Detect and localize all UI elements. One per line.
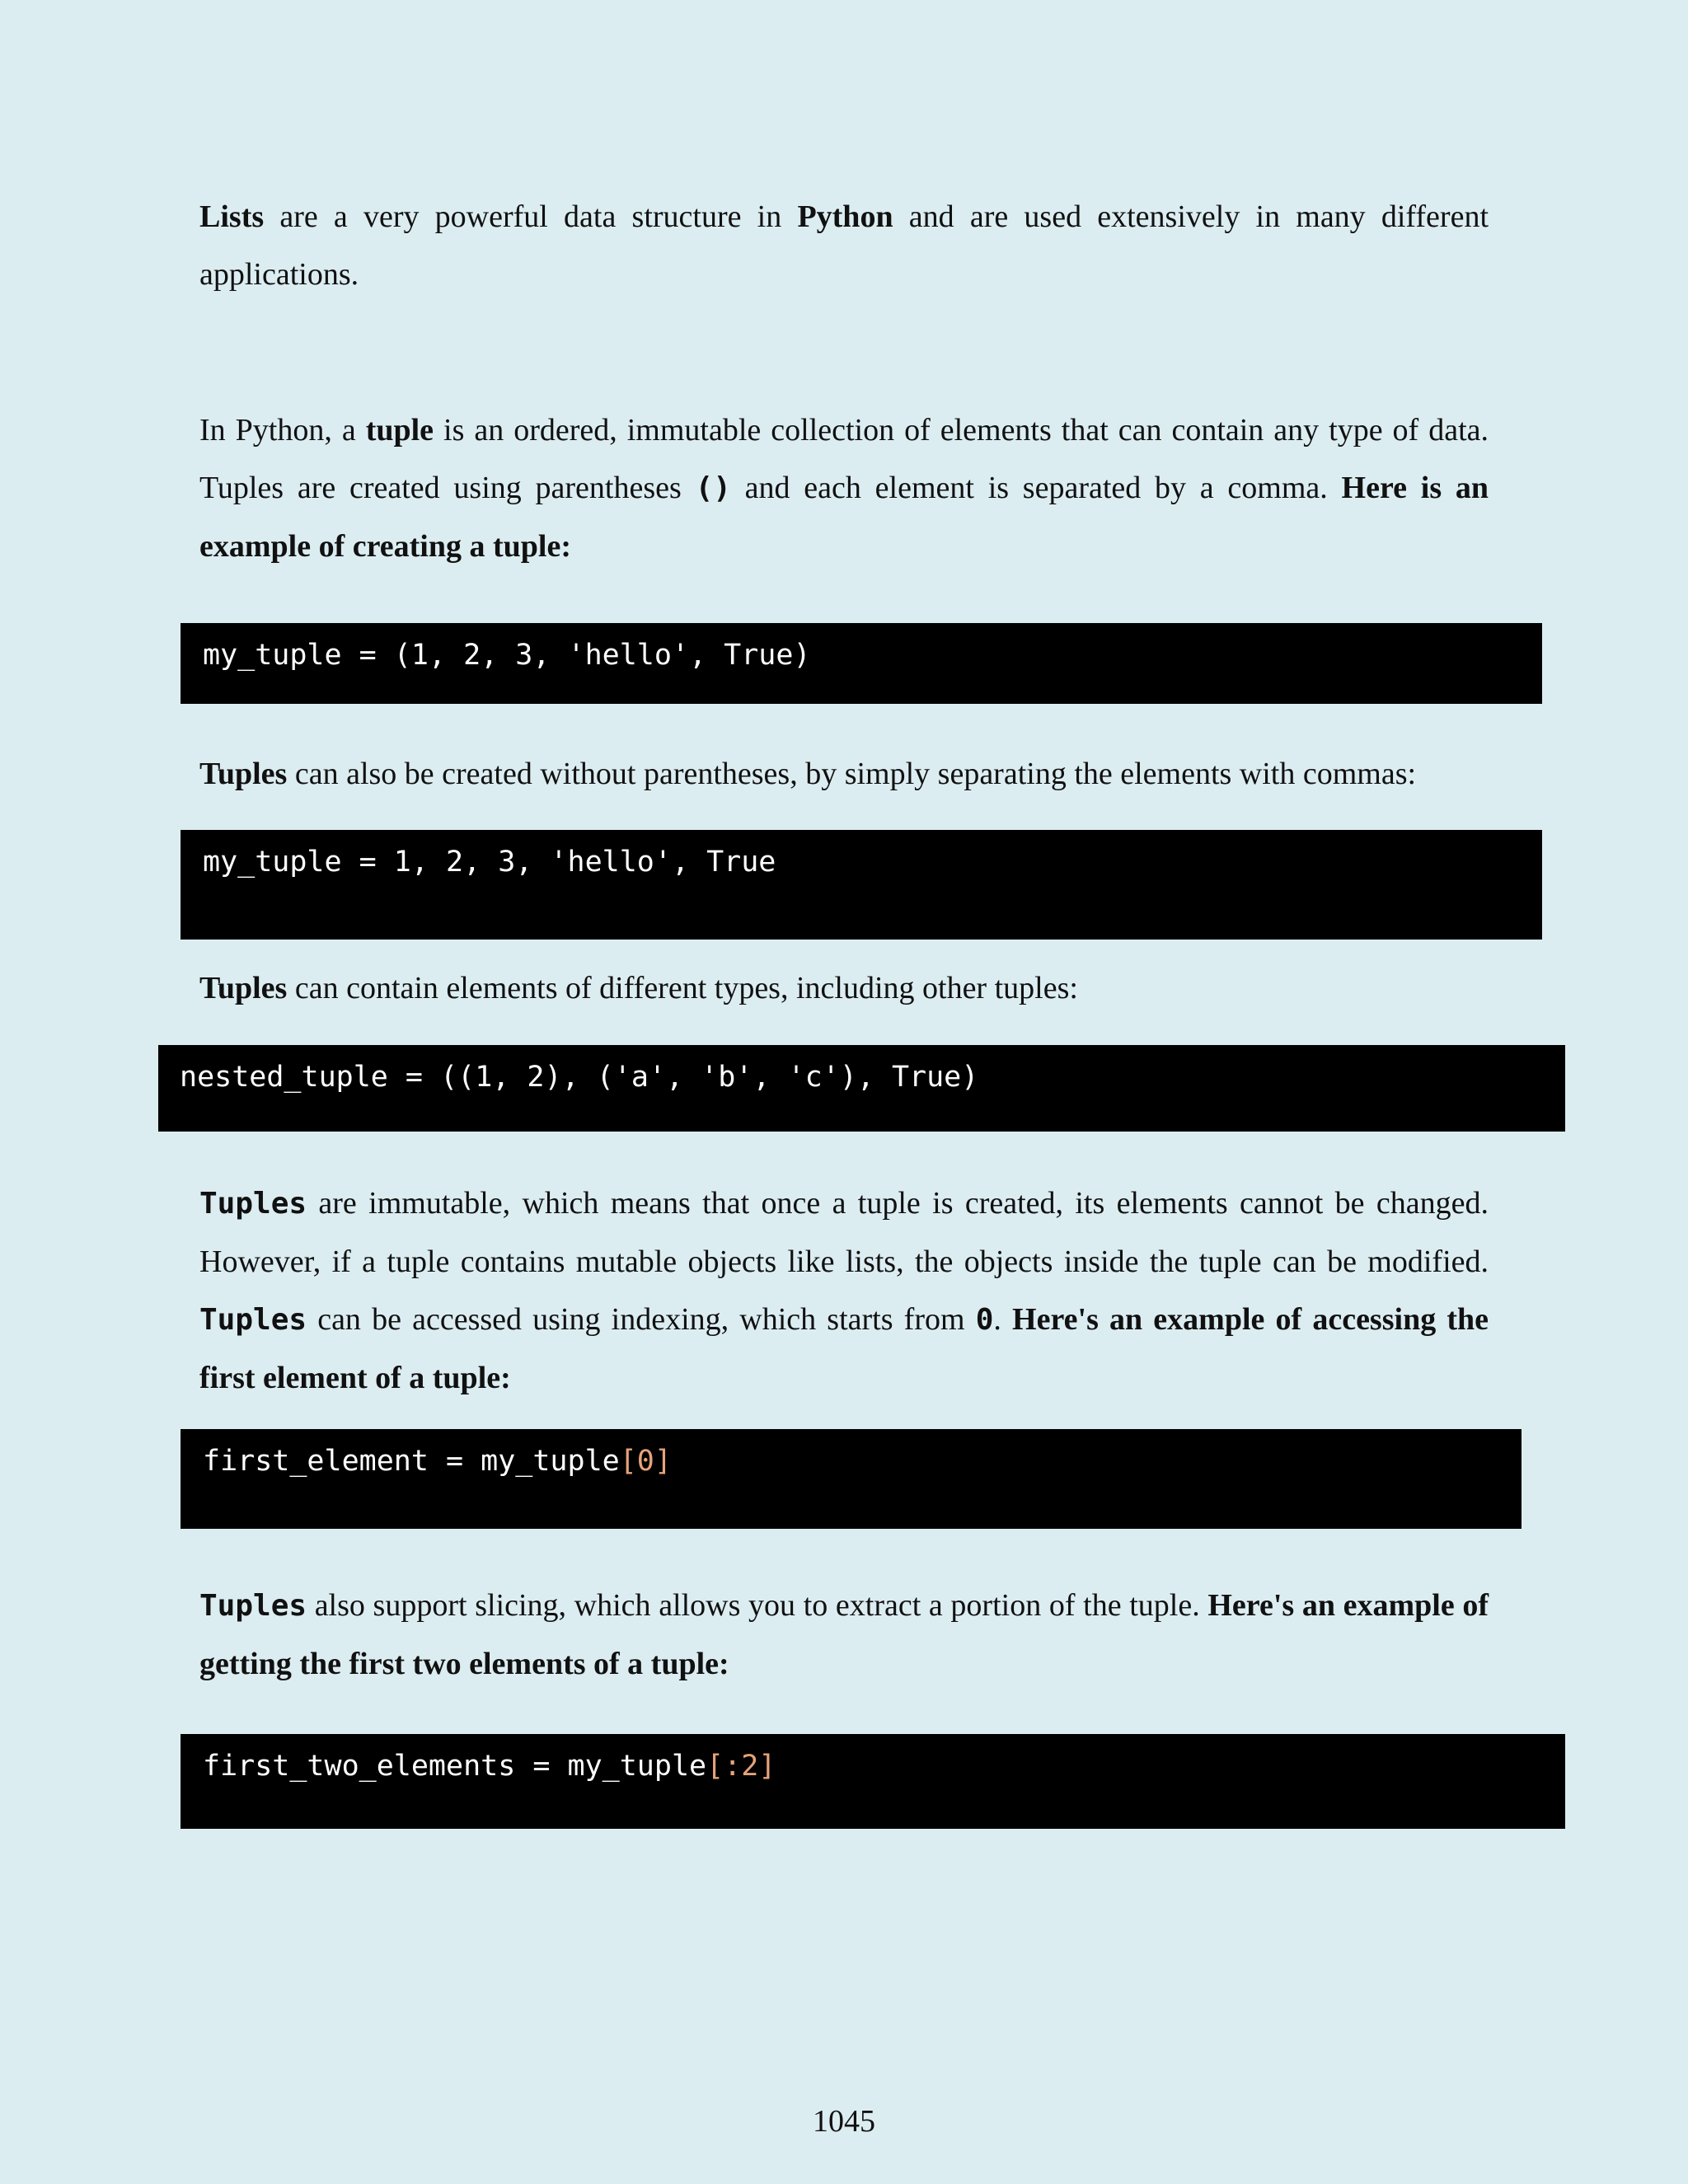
paragraph-tuple-no-parens: Tuples can also be created without parentheses, by simply separating the elements with commas: [199,757,1417,791]
code-block-nested-tuple: nested_tuple = ((1, 2), ('a', 'b', 'c'), True) [158,1045,1565,1132]
paragraph-lists-intro: Lists are a very powerful data structure in Python and are used extensively in many different applications. [199,199,1489,292]
page-number: 1045 [813,2104,875,2139]
code-block-indexing: first_element = my_tuple[0] [181,1429,1522,1529]
inline-code-parentheses: () [695,471,731,505]
term-lists: Lists [199,199,265,234]
code-block-create-tuple: my_tuple = (1, 2, 3, 'hello', True) [181,623,1542,704]
code-block-slicing: first_two_elements = my_tuple[:2] [181,1734,1565,1829]
paragraph-slicing: Tuples also support slicing, which allows you to extract a portion of the tuple. Here's an example of getting the first two elements of a tuple: [199,1588,1489,1681]
term-python: Python [797,199,893,234]
paragraph-tuple-definition: In Python, a tuple is an ordered, immutable collection of elements that can contain any type of data. Tuples are created using parentheses () and each element is separated by a comma. Here is an example of creating a tuple: [199,413,1489,564]
term-tuple: tuple [365,413,434,448]
paragraph-nested-tuples: Tuples can contain elements of different types, including other tuples: [199,971,1078,1005]
paragraph-immutability-indexing: Tuples are immutable, which means that once a tuple is created, its elements cannot be changed. However, if a tuple contains mutable objects like lists, the objects inside the tuple can be modified. Tuples can be accessed using indexing, which starts from 0. Here's an example of accessing the first element of a tuple: [199,1186,1489,1395]
code-block-tuple-no-parens: my_tuple = 1, 2, 3, 'hello', True [181,830,1542,940]
